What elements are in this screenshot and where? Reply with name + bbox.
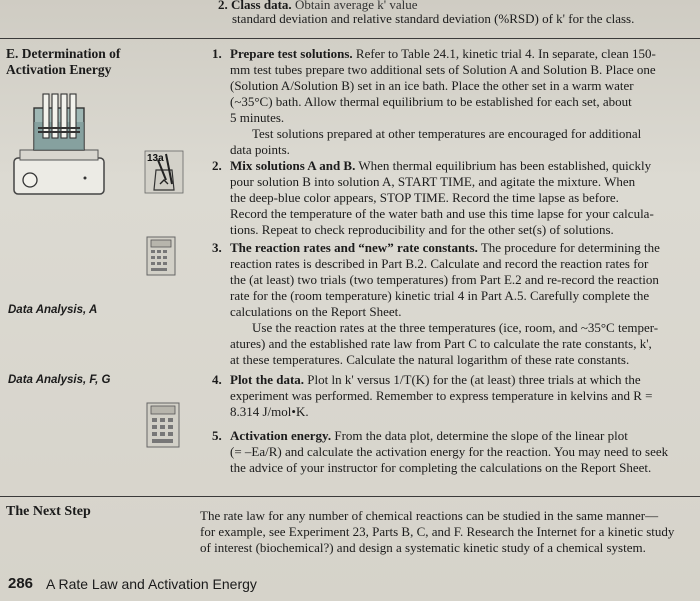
hotplate-waterbath-illustration xyxy=(10,88,110,208)
chapter-title: A Rate Law and Activation Energy xyxy=(46,576,257,592)
next-step-line-3: of interest (biochemical?) and design a systematic kinetic study of a chemical system. xyxy=(200,540,646,555)
badge-13a xyxy=(144,150,184,194)
section-e-subtitle: Activation Energy xyxy=(6,62,112,77)
badge-13a-label: 13a xyxy=(147,153,164,164)
page-number: 286 xyxy=(8,575,34,592)
header-line-1: 2. Class data. Obtain average k' value xyxy=(218,0,418,12)
data-analysis-fg-label: Data Analysis, F, G xyxy=(8,374,111,386)
calculator-icon xyxy=(146,236,176,276)
next-step-title: The Next Step xyxy=(6,504,91,519)
section-rule-top xyxy=(0,38,700,39)
data-analysis-a-label: Data Analysis, A xyxy=(8,304,98,316)
section-rule-bottom xyxy=(0,496,700,497)
next-step-line-2: for example, see Experiment 23, Parts B, C, and F. Research the Internet for a kinetic study xyxy=(200,524,675,539)
section-e-title: E. Determination of xyxy=(6,46,121,61)
next-step-line-1: The rate law for any number of chemical reactions can be studied in the same manner— xyxy=(200,508,659,523)
header-line-2: standard deviation and relative standard deviation (%RSD) of k' for the class. xyxy=(232,11,635,26)
textbook-page: 2. Class data. Obtain average k' value standard deviation and relative standard deviation (%RSD) of k' for the class. E. Determination of Activation Energy 13a Data Analysis, A Data Analysis, F, G 1. Prepare test solutions. Refer to Table 24.1, kinetic trial 4. In separate, clean 150- mm test tubes prepare two additional sets of Solution A and Solution B. Place one (Solution A/Solution B) set in an ice bath. Place the other set in a warm water (~35°C) bath. Allow thermal equilibrium to be established for each set, about 5 minutes. Test solutions prepared at other temperatures are encouraged for additional data points. 2. Mix solutions A and B. When thermal equilibrium has been established, quickly pour solution B into solution A, START TIME, and agitate the mixture. When the deep-blue color appears, STOP TIME. Record the time lapse as before. Record the temperature of the water bath and use this time lapse for your calcula- tions. Repeat to check reproducibility and for the other set(s) of solutions. 3. The reaction rates and “new” rate constants. The procedure for determining the reaction rates is described in Part B.2. Calculate and record the reaction rates for the (at least) two trials (two temperatures) from Part E.2 and re-record the reaction rate for the (room temperature) kinetic trial 4 in Part A.5. Carefully complete the calculations on the Report Sheet. Use the reaction rates at the three temperatures (ice, room, and ~35°C temper- atures) and the established rate law from Part C to calculate the rate constants, k', at these temperatures. Calculate the natural logarithm of these rate constants. 4. Plot the data. Plot ln k' versus 1/T(K) for the (at least) three trials at which the experiment was performed. Remember to express temperature in kelvins and R = 8.314 J/mol•K. 5. Activation energy. From the data plot, determine the slope of the linear plot (= –Ea/R) and calculate the activation energy for the reaction. You may need to seek the advice of your instructor for completing the calculations on the Report Sheet. The Next Step The rate law for any number of chemical reactions can be studied in the same manner— for example, see Experiment 23, Parts B, C, and F. Research the Internet for a kinetic study of interest (biochemical?) and design a systematic kinetic study of a chemical system. 286 A Rate Law and Activation Energy xyxy=(0,0,700,601)
calculator-icon xyxy=(146,402,180,448)
